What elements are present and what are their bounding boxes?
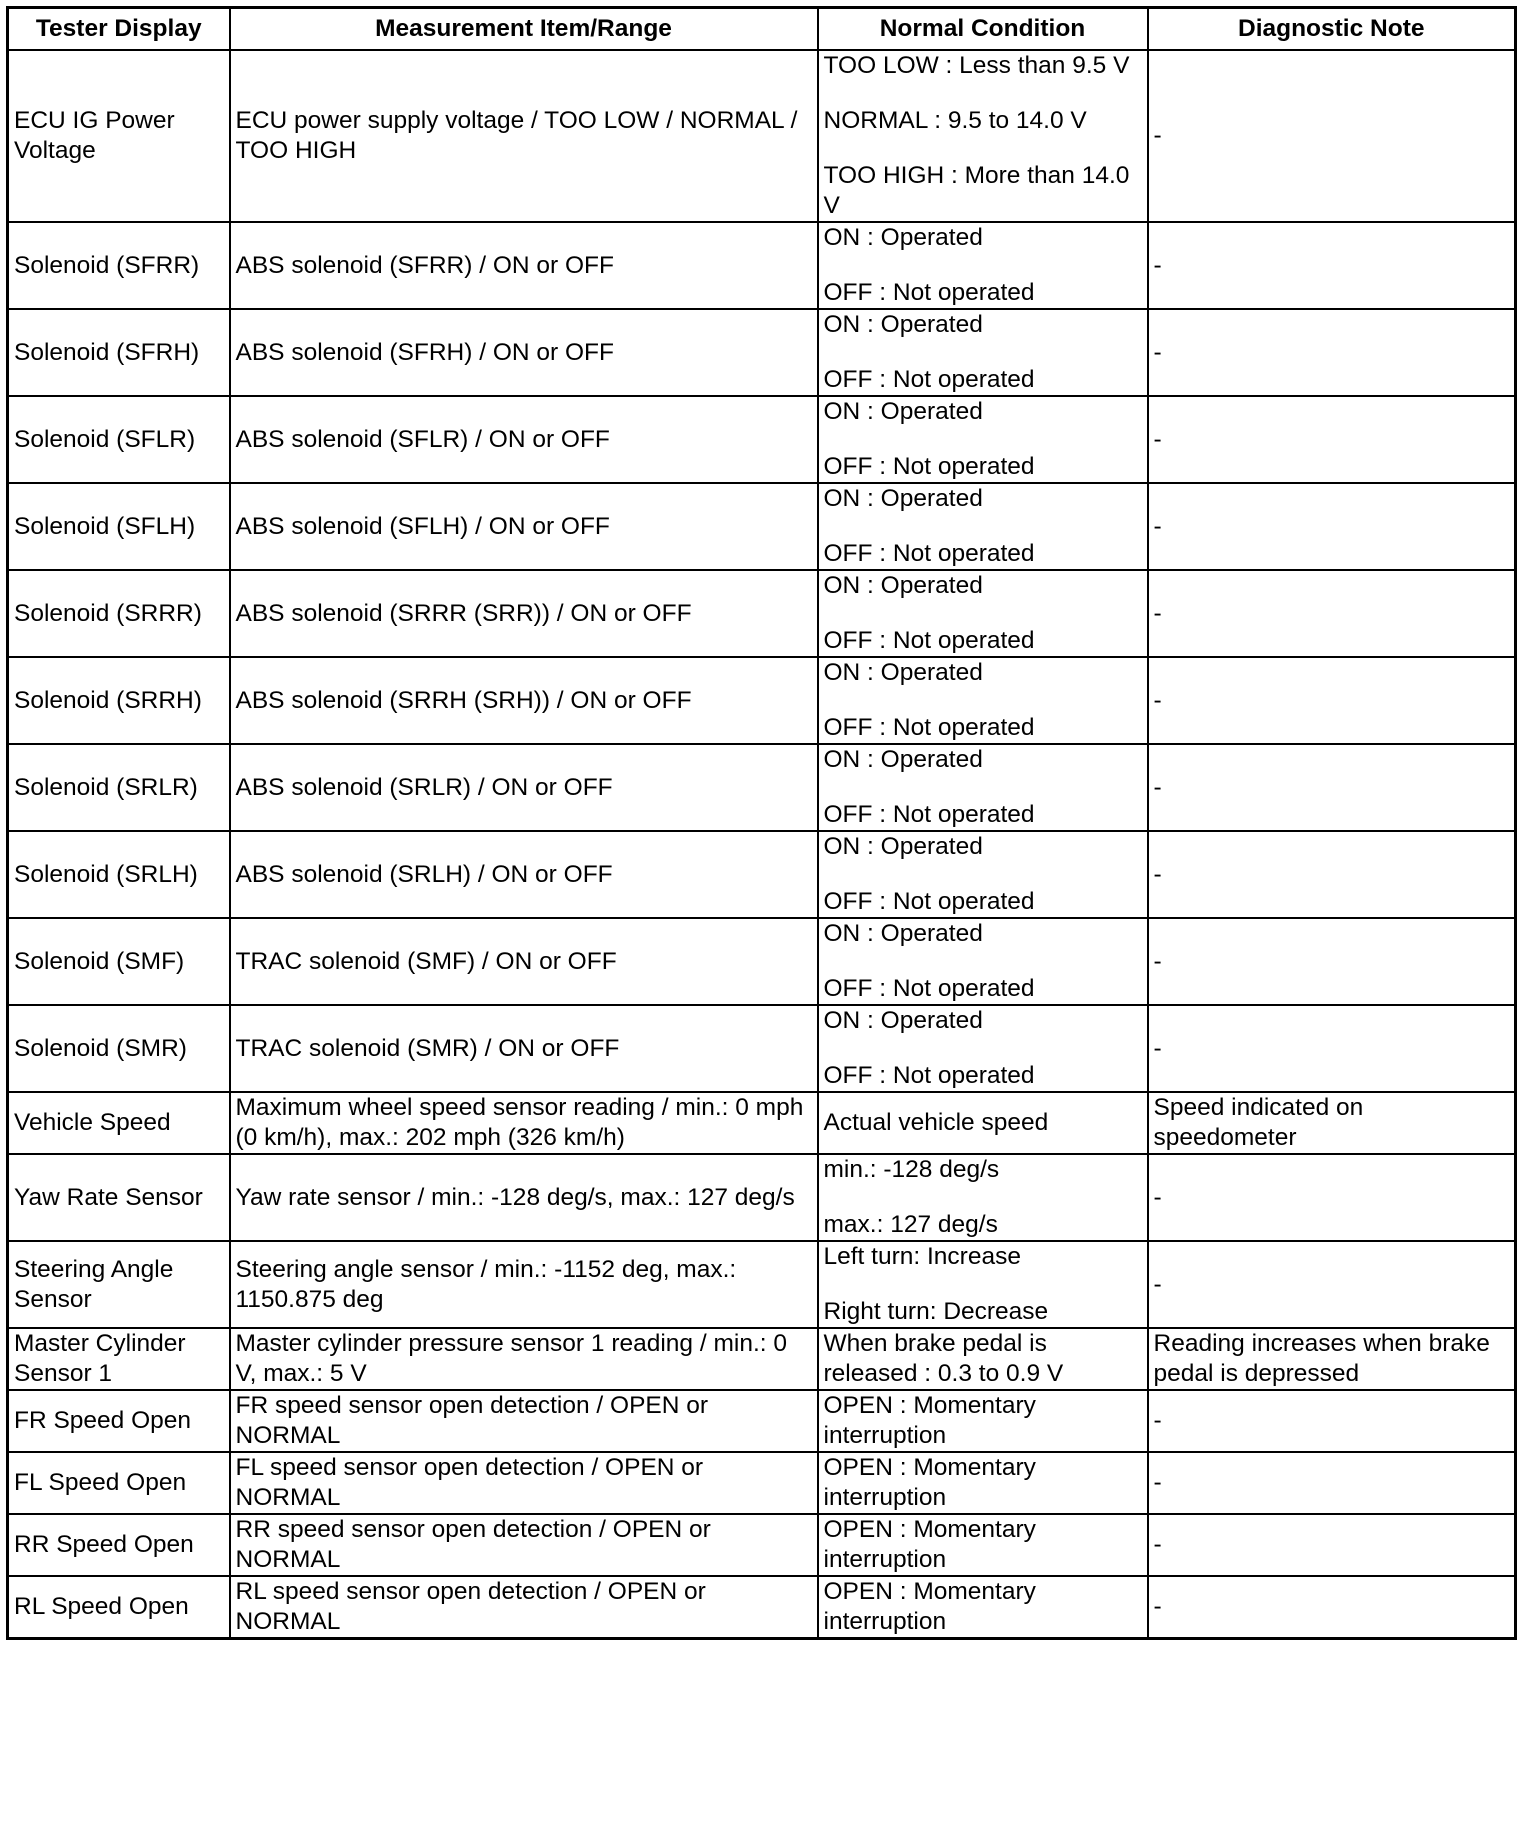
condition-line: ON : Operated	[823, 1007, 983, 1034]
cell-measurement-item: Steering angle sensor / min.: -1152 deg, max.: 1150.875 deg	[230, 1241, 818, 1328]
table-row	[8, 657, 1516, 744]
cell-diagnostic-note: -	[1148, 1514, 1516, 1576]
cell-diagnostic-note: -	[1148, 483, 1516, 570]
cell-normal-condition	[818, 1452, 1148, 1514]
header-tester-display: Tester Display	[8, 8, 230, 51]
cell-normal-condition	[818, 1328, 1148, 1390]
cell-diagnostic-note: -	[1148, 222, 1516, 309]
cell-normal-condition	[818, 1092, 1148, 1154]
cell-tester-display: Solenoid (SMF)	[8, 918, 230, 1005]
cell-diagnostic-note: -	[1148, 50, 1516, 222]
cell-normal-condition	[818, 1241, 1148, 1328]
cell-tester-display: Solenoid (SRRH)	[8, 657, 230, 744]
condition-line: OFF : Not operated	[823, 888, 1035, 915]
cell-tester-display: Solenoid (SRRR)	[8, 570, 230, 657]
condition-line: ON : Operated	[823, 311, 983, 338]
cell-measurement-item: ABS solenoid (SFLR) / ON or OFF	[230, 396, 818, 483]
cell-diagnostic-note: -	[1148, 570, 1516, 657]
condition-line: NORMAL : 9.5 to 14.0 V	[823, 107, 1087, 134]
table-body	[8, 50, 1516, 1639]
cell-diagnostic-note: -	[1148, 918, 1516, 1005]
cell-measurement-item: RR speed sensor open detection / OPEN or NORMAL	[230, 1514, 818, 1576]
cell-measurement-item: FR speed sensor open detection / OPEN or NORMAL	[230, 1390, 818, 1452]
cell-tester-display: RR Speed Open	[8, 1514, 230, 1576]
cell-measurement-item: ABS solenoid (SRRH (SRH)) / ON or OFF	[230, 657, 818, 744]
table-row	[8, 831, 1516, 918]
cell-measurement-item: ABS solenoid (SFRH) / ON or OFF	[230, 309, 818, 396]
table-row	[8, 309, 1516, 396]
cell-measurement-item: Maximum wheel speed sensor reading / min.: 0 mph (0 km/h), max.: 202 mph (326 km/h)	[230, 1092, 818, 1154]
cell-diagnostic-note: Reading increases when brake pedal is depressed	[1148, 1328, 1516, 1390]
header-diagnostic-note: Diagnostic Note	[1148, 8, 1516, 51]
condition-line: Right turn: Decrease	[823, 1298, 1049, 1325]
cell-tester-display: FR Speed Open	[8, 1390, 230, 1452]
cell-normal-condition	[818, 50, 1148, 222]
cell-tester-display: Master Cylinder Sensor 1	[8, 1328, 230, 1390]
condition-line: OPEN : Momentary interruption	[823, 1516, 1036, 1573]
cell-measurement-item: ECU power supply voltage / TOO LOW / NORMAL / TOO HIGH	[230, 50, 818, 222]
cell-diagnostic-note: -	[1148, 1154, 1516, 1241]
cell-diagnostic-note: -	[1148, 831, 1516, 918]
condition-line: OFF : Not operated	[823, 540, 1035, 567]
condition-line: ON : Operated	[823, 485, 983, 512]
cell-tester-display: Solenoid (SRLR)	[8, 744, 230, 831]
cell-normal-condition	[818, 396, 1148, 483]
table-row	[8, 50, 1516, 222]
cell-diagnostic-note: -	[1148, 1005, 1516, 1092]
cell-tester-display: Solenoid (SRLH)	[8, 831, 230, 918]
cell-diagnostic-note: -	[1148, 744, 1516, 831]
condition-line: max.: 127 deg/s	[823, 1211, 998, 1238]
condition-line: Left turn: Increase	[823, 1243, 1021, 1270]
condition-line: ON : Operated	[823, 398, 983, 425]
condition-line: ON : Operated	[823, 833, 983, 860]
table-row	[8, 1241, 1516, 1328]
cell-tester-display: Steering Angle Sensor	[8, 1241, 230, 1328]
condition-line: ON : Operated	[823, 920, 983, 947]
cell-measurement-item: FL speed sensor open detection / OPEN or NORMAL	[230, 1452, 818, 1514]
cell-diagnostic-note: -	[1148, 396, 1516, 483]
cell-measurement-item: ABS solenoid (SFLH) / ON or OFF	[230, 483, 818, 570]
cell-diagnostic-note: -	[1148, 1390, 1516, 1452]
cell-normal-condition	[818, 1005, 1148, 1092]
condition-line: When brake pedal is released : 0.3 to 0.9 V	[823, 1330, 1064, 1387]
cell-tester-display: ECU IG Power Voltage	[8, 50, 230, 222]
diagnostic-data-table	[6, 6, 1517, 1640]
table-row	[8, 570, 1516, 657]
condition-line: ON : Operated	[823, 224, 983, 251]
cell-tester-display: Yaw Rate Sensor	[8, 1154, 230, 1241]
cell-normal-condition	[818, 1390, 1148, 1452]
cell-diagnostic-note: -	[1148, 1576, 1516, 1639]
cell-measurement-item: Yaw rate sensor / min.: -128 deg/s, max.: 127 deg/s	[230, 1154, 818, 1241]
header-measurement-item: Measurement Item/Range	[230, 8, 818, 51]
cell-normal-condition	[818, 570, 1148, 657]
cell-diagnostic-note: -	[1148, 657, 1516, 744]
cell-normal-condition	[818, 831, 1148, 918]
condition-line: OFF : Not operated	[823, 714, 1035, 741]
table-row	[8, 222, 1516, 309]
table-row	[8, 396, 1516, 483]
table-row	[8, 744, 1516, 831]
table-row	[8, 1452, 1516, 1514]
condition-line: Actual vehicle speed	[823, 1109, 1049, 1136]
cell-measurement-item: ABS solenoid (SRRR (SRR)) / ON or OFF	[230, 570, 818, 657]
condition-line: OPEN : Momentary interruption	[823, 1578, 1036, 1635]
cell-tester-display: Solenoid (SMR)	[8, 1005, 230, 1092]
table-row	[8, 1390, 1516, 1452]
table-row	[8, 1154, 1516, 1241]
cell-normal-condition	[818, 1514, 1148, 1576]
cell-diagnostic-note: -	[1148, 1452, 1516, 1514]
condition-line: OPEN : Momentary interruption	[823, 1392, 1036, 1449]
cell-tester-display: Solenoid (SFLH)	[8, 483, 230, 570]
cell-normal-condition	[818, 1576, 1148, 1639]
condition-line: OFF : Not operated	[823, 627, 1035, 654]
table-row	[8, 483, 1516, 570]
cell-normal-condition	[818, 657, 1148, 744]
cell-measurement-item: TRAC solenoid (SMF) / ON or OFF	[230, 918, 818, 1005]
condition-line: OFF : Not operated	[823, 453, 1035, 480]
condition-line: ON : Operated	[823, 572, 983, 599]
cell-normal-condition	[818, 744, 1148, 831]
cell-tester-display: Solenoid (SFRH)	[8, 309, 230, 396]
condition-line: OFF : Not operated	[823, 1062, 1035, 1089]
cell-measurement-item: ABS solenoid (SRLH) / ON or OFF	[230, 831, 818, 918]
cell-tester-display: FL Speed Open	[8, 1452, 230, 1514]
table-row	[8, 1328, 1516, 1390]
cell-measurement-item: ABS solenoid (SFRR) / ON or OFF	[230, 222, 818, 309]
condition-line: OFF : Not operated	[823, 801, 1035, 828]
table-header-row	[8, 8, 1516, 51]
cell-measurement-item: ABS solenoid (SRLR) / ON or OFF	[230, 744, 818, 831]
condition-line: TOO HIGH : More than 14.0 V	[823, 162, 1130, 219]
table-row	[8, 918, 1516, 1005]
cell-measurement-item: TRAC solenoid (SMR) / ON or OFF	[230, 1005, 818, 1092]
table-row	[8, 1514, 1516, 1576]
cell-diagnostic-note: Speed indicated on speedometer	[1148, 1092, 1516, 1154]
cell-tester-display: Vehicle Speed	[8, 1092, 230, 1154]
condition-line: OFF : Not operated	[823, 279, 1035, 306]
condition-line: min.: -128 deg/s	[823, 1156, 1000, 1183]
condition-line: OPEN : Momentary interruption	[823, 1454, 1036, 1511]
condition-line: ON : Operated	[823, 746, 983, 773]
table-row	[8, 1576, 1516, 1639]
cell-tester-display: RL Speed Open	[8, 1576, 230, 1639]
cell-diagnostic-note: -	[1148, 1241, 1516, 1328]
cell-normal-condition	[818, 222, 1148, 309]
header-normal-condition: Normal Condition	[818, 8, 1148, 51]
cell-normal-condition	[818, 1154, 1148, 1241]
cell-normal-condition	[818, 918, 1148, 1005]
cell-measurement-item: Master cylinder pressure sensor 1 reading / min.: 0 V, max.: 5 V	[230, 1328, 818, 1390]
condition-line: OFF : Not operated	[823, 366, 1035, 393]
cell-normal-condition	[818, 309, 1148, 396]
cell-diagnostic-note: -	[1148, 309, 1516, 396]
condition-line: TOO LOW : Less than 9.5 V	[823, 52, 1130, 79]
cell-tester-display: Solenoid (SFRR)	[8, 222, 230, 309]
cell-measurement-item: RL speed sensor open detection / OPEN or NORMAL	[230, 1576, 818, 1639]
cell-normal-condition	[818, 483, 1148, 570]
cell-tester-display: Solenoid (SFLR)	[8, 396, 230, 483]
condition-line: OFF : Not operated	[823, 975, 1035, 1002]
table-row	[8, 1092, 1516, 1154]
condition-line: ON : Operated	[823, 659, 983, 686]
table-row	[8, 1005, 1516, 1092]
